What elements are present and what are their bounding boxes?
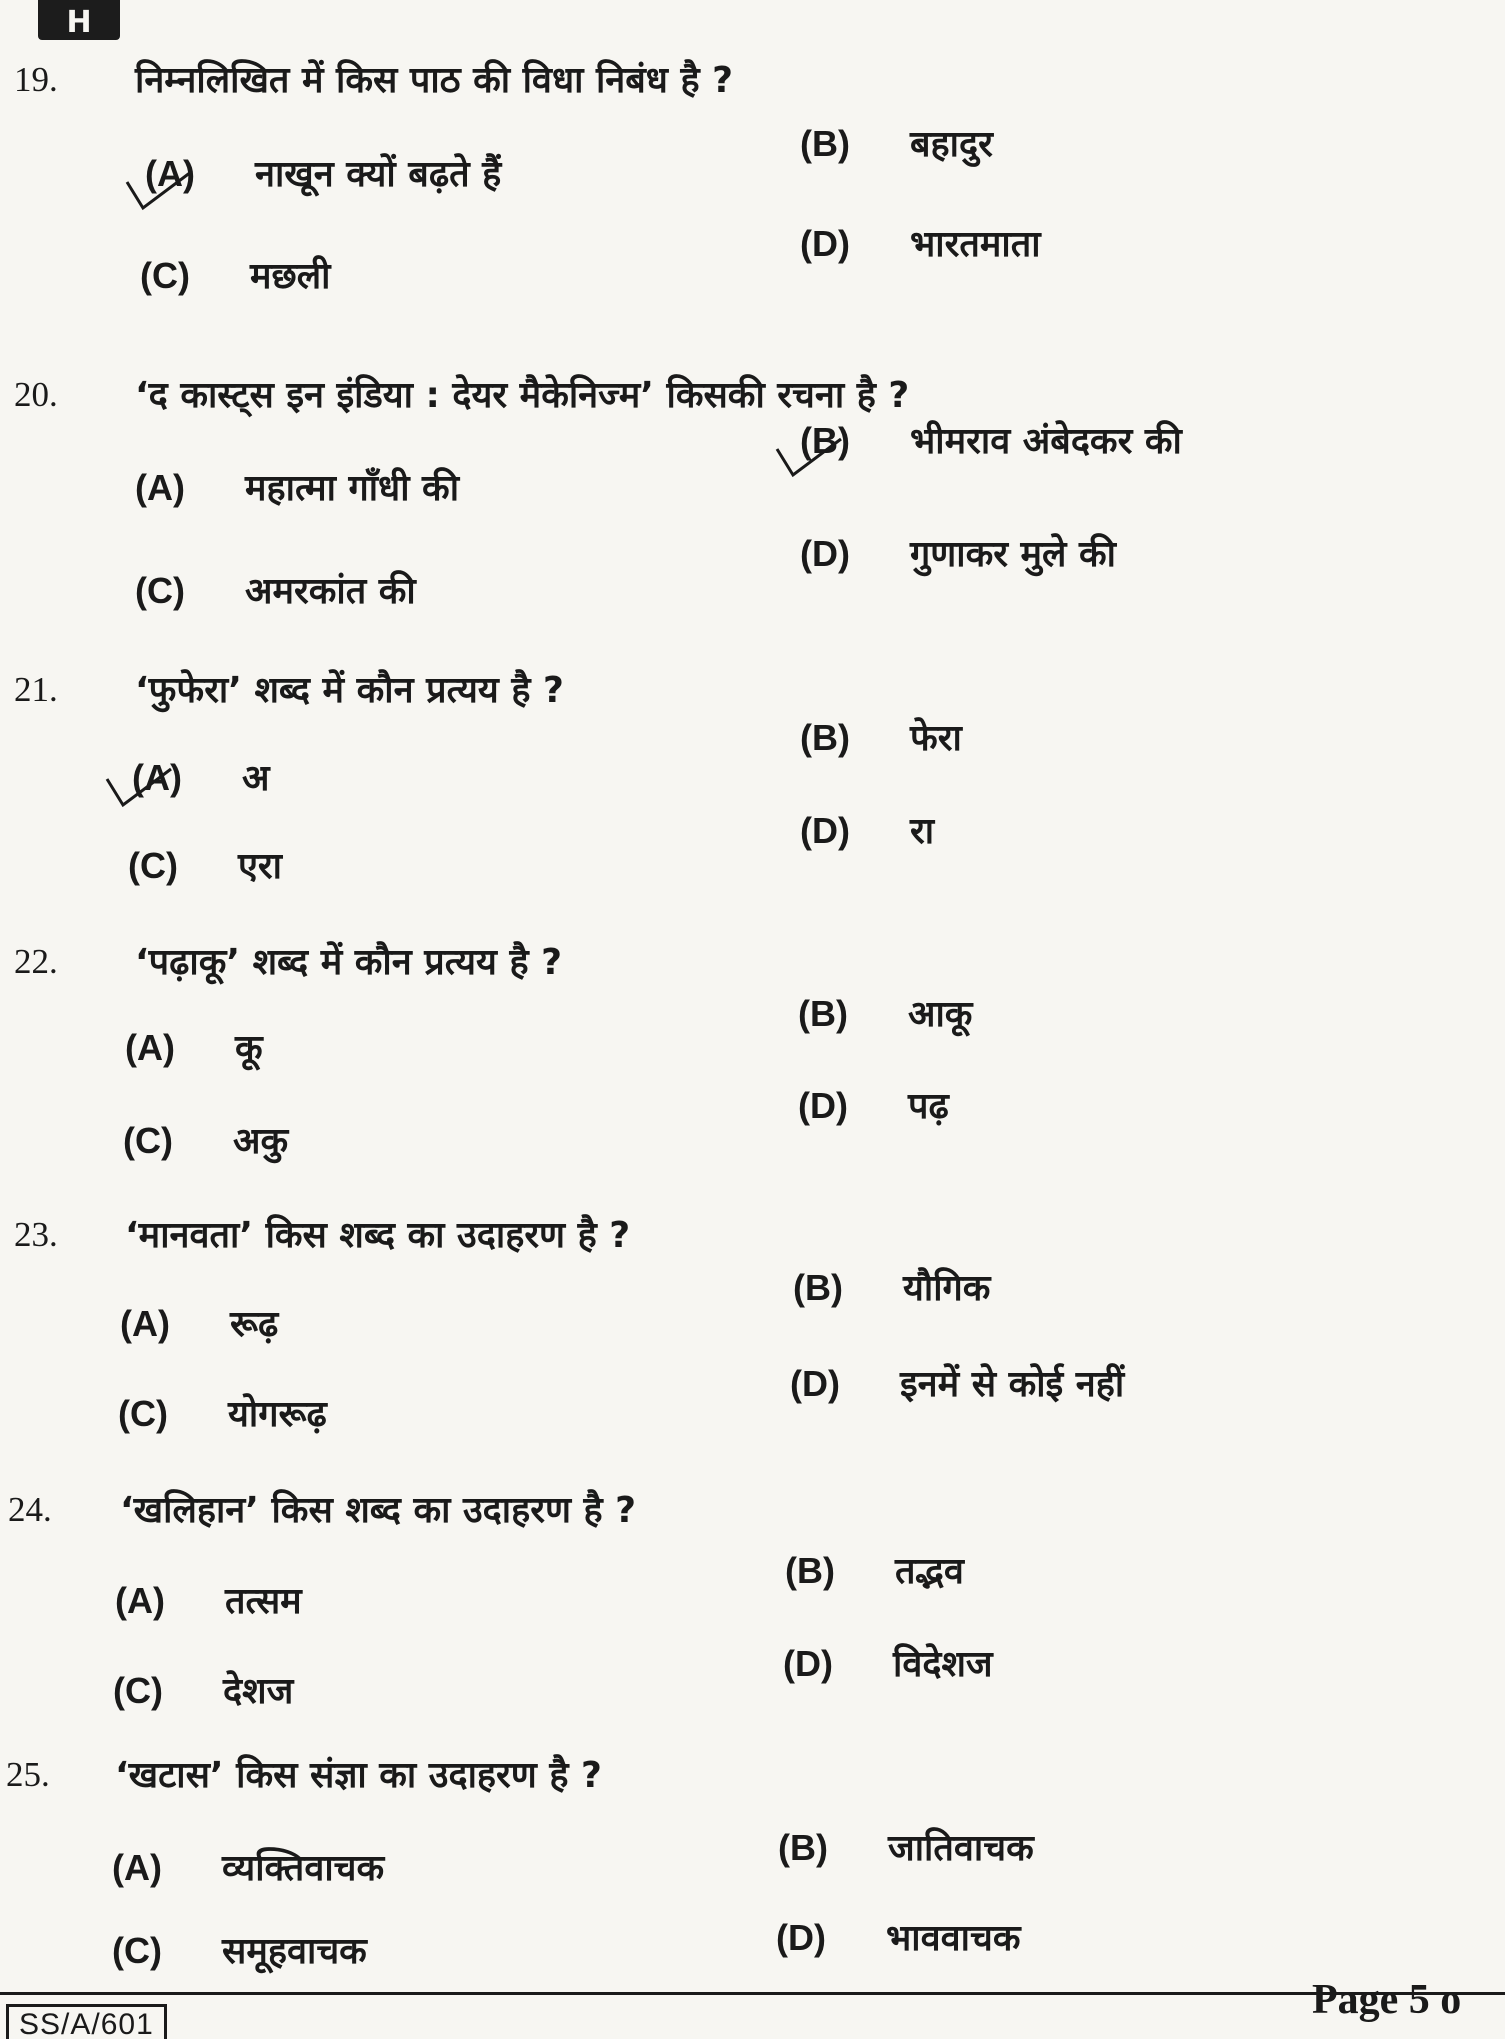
option-d[interactable] (800, 218, 1041, 267)
option-text: महात्मा गाँधी की (245, 468, 460, 509)
option-text: नाखून क्यों बढ़ते हैं (255, 154, 502, 195)
option-text: तत्सम (225, 1581, 302, 1622)
option-label: (A) (135, 467, 185, 508)
option-label: (D) (790, 1363, 840, 1404)
option-b[interactable] (800, 712, 962, 761)
option-c[interactable] (123, 1115, 288, 1164)
option-label: (D) (800, 810, 850, 851)
question-number: 25. (6, 1755, 50, 1794)
question-text: निम्नलिखित में किस पाठ की विधा निबंध है ? (135, 60, 734, 101)
option-text: योगरूढ़ (228, 1394, 327, 1435)
page-number: Page 5 o (1312, 1977, 1462, 2023)
option-text: समूहवाचक (222, 1931, 367, 1972)
option-text: व्यक्तिवाचक (222, 1848, 385, 1889)
option-text: अकु (233, 1121, 289, 1162)
option-b[interactable] (798, 988, 972, 1037)
option-a[interactable] (112, 1842, 384, 1891)
option-label: (B) (798, 993, 848, 1034)
option-c[interactable] (140, 250, 331, 299)
option-d[interactable] (776, 1912, 1021, 1961)
option-label: (D) (800, 223, 850, 264)
option-label: (C) (135, 570, 185, 611)
question-text: ‘पढ़ाकू’ शब्द में कौन प्रत्यय है ? (135, 942, 562, 983)
option-text: भारतमाता (910, 224, 1041, 265)
option-text: देशज (223, 1671, 294, 1712)
option-text: भाववाचक (886, 1918, 1021, 1959)
question-text: ‘खलिहान’ किस शब्द का उदाहरण है ? (120, 1490, 637, 1531)
option-label: (D) (776, 1917, 826, 1958)
option-label: (C) (140, 255, 190, 296)
option-text: बहादुर (910, 124, 993, 165)
option-text: विदेशज (893, 1644, 993, 1685)
option-d[interactable] (800, 805, 934, 854)
option-label: (B) (800, 420, 850, 461)
option-text: पढ़ (908, 1086, 949, 1127)
paper-code: SS/A/601 (6, 2004, 167, 2039)
question-text: ‘मानवता’ किस शब्द का उदाहरण है ? (125, 1215, 631, 1256)
option-c[interactable] (112, 1925, 367, 1974)
option-text: जातिवाचक (888, 1828, 1034, 1869)
option-label: (D) (798, 1085, 848, 1126)
question-text: ‘फुफेरा’ शब्द में कौन प्रत्यय है ? (135, 670, 564, 711)
option-text: इनमें से कोई नहीं (900, 1364, 1125, 1405)
option-text: फेरा (910, 718, 962, 759)
option-a[interactable] (145, 148, 501, 197)
option-label: (C) (123, 1120, 173, 1161)
option-label: (B) (778, 1827, 828, 1868)
option-b[interactable] (778, 1822, 1034, 1871)
option-label: (A) (145, 153, 195, 194)
option-text: तद्भव (895, 1551, 964, 1592)
option-text: एरा (238, 846, 282, 887)
option-text: कू (235, 1028, 263, 1069)
option-text: आकू (908, 994, 973, 1035)
option-label: (A) (120, 1303, 170, 1344)
option-label: (B) (785, 1550, 835, 1591)
option-c[interactable] (128, 840, 282, 889)
option-b[interactable] (800, 415, 1182, 464)
option-a[interactable] (120, 1298, 278, 1347)
option-a[interactable] (132, 752, 270, 801)
option-c[interactable] (118, 1388, 327, 1437)
option-b[interactable] (793, 1262, 990, 1311)
option-c[interactable] (113, 1665, 293, 1714)
option-b[interactable] (785, 1545, 964, 1594)
set-badge: H (38, 0, 120, 40)
option-d[interactable] (798, 1080, 949, 1129)
option-label: (A) (132, 757, 182, 798)
option-label: (C) (118, 1393, 168, 1434)
option-d[interactable] (800, 528, 1116, 577)
question-number: 21. (14, 670, 58, 709)
option-label: (B) (793, 1267, 843, 1308)
option-text: रूढ़ (230, 1304, 279, 1345)
option-label: (B) (800, 717, 850, 758)
option-label: (C) (128, 845, 178, 886)
option-text: अमरकांत की (245, 571, 416, 612)
question-number: 24. (8, 1490, 52, 1529)
question-text: ‘द कास्ट्स इन इंडिया : देयर मैकेनिज्म’ किसकी रचना है ? (135, 375, 910, 416)
option-d[interactable] (790, 1358, 1124, 1407)
option-label: (D) (800, 533, 850, 574)
option-text: मछली (250, 256, 331, 297)
option-label: (A) (125, 1027, 175, 1068)
option-text: गुणाकर मुले की (910, 534, 1116, 575)
footer-rule (0, 1992, 1505, 1995)
option-text: भीमराव अंबेदकर की (910, 421, 1182, 462)
option-label: (C) (113, 1670, 163, 1711)
question-number: 19. (14, 60, 58, 99)
option-a[interactable] (135, 462, 459, 511)
option-a[interactable] (125, 1022, 263, 1071)
option-d[interactable] (783, 1638, 993, 1687)
option-b[interactable] (800, 118, 993, 167)
option-text: अ (242, 758, 270, 799)
option-label: (C) (112, 1930, 162, 1971)
option-c[interactable] (135, 565, 416, 614)
option-label: (B) (800, 123, 850, 164)
option-label: (A) (112, 1847, 162, 1888)
question-number: 20. (14, 375, 58, 414)
option-text: यौगिक (903, 1268, 991, 1309)
question-number: 23. (14, 1215, 58, 1254)
question-number: 22. (14, 942, 58, 981)
option-text: रा (910, 811, 935, 852)
option-label: (D) (783, 1643, 833, 1684)
question-text: ‘खटास’ किस संज्ञा का उदाहरण है ? (115, 1755, 602, 1796)
option-a[interactable] (115, 1575, 302, 1624)
option-label: (A) (115, 1580, 165, 1621)
